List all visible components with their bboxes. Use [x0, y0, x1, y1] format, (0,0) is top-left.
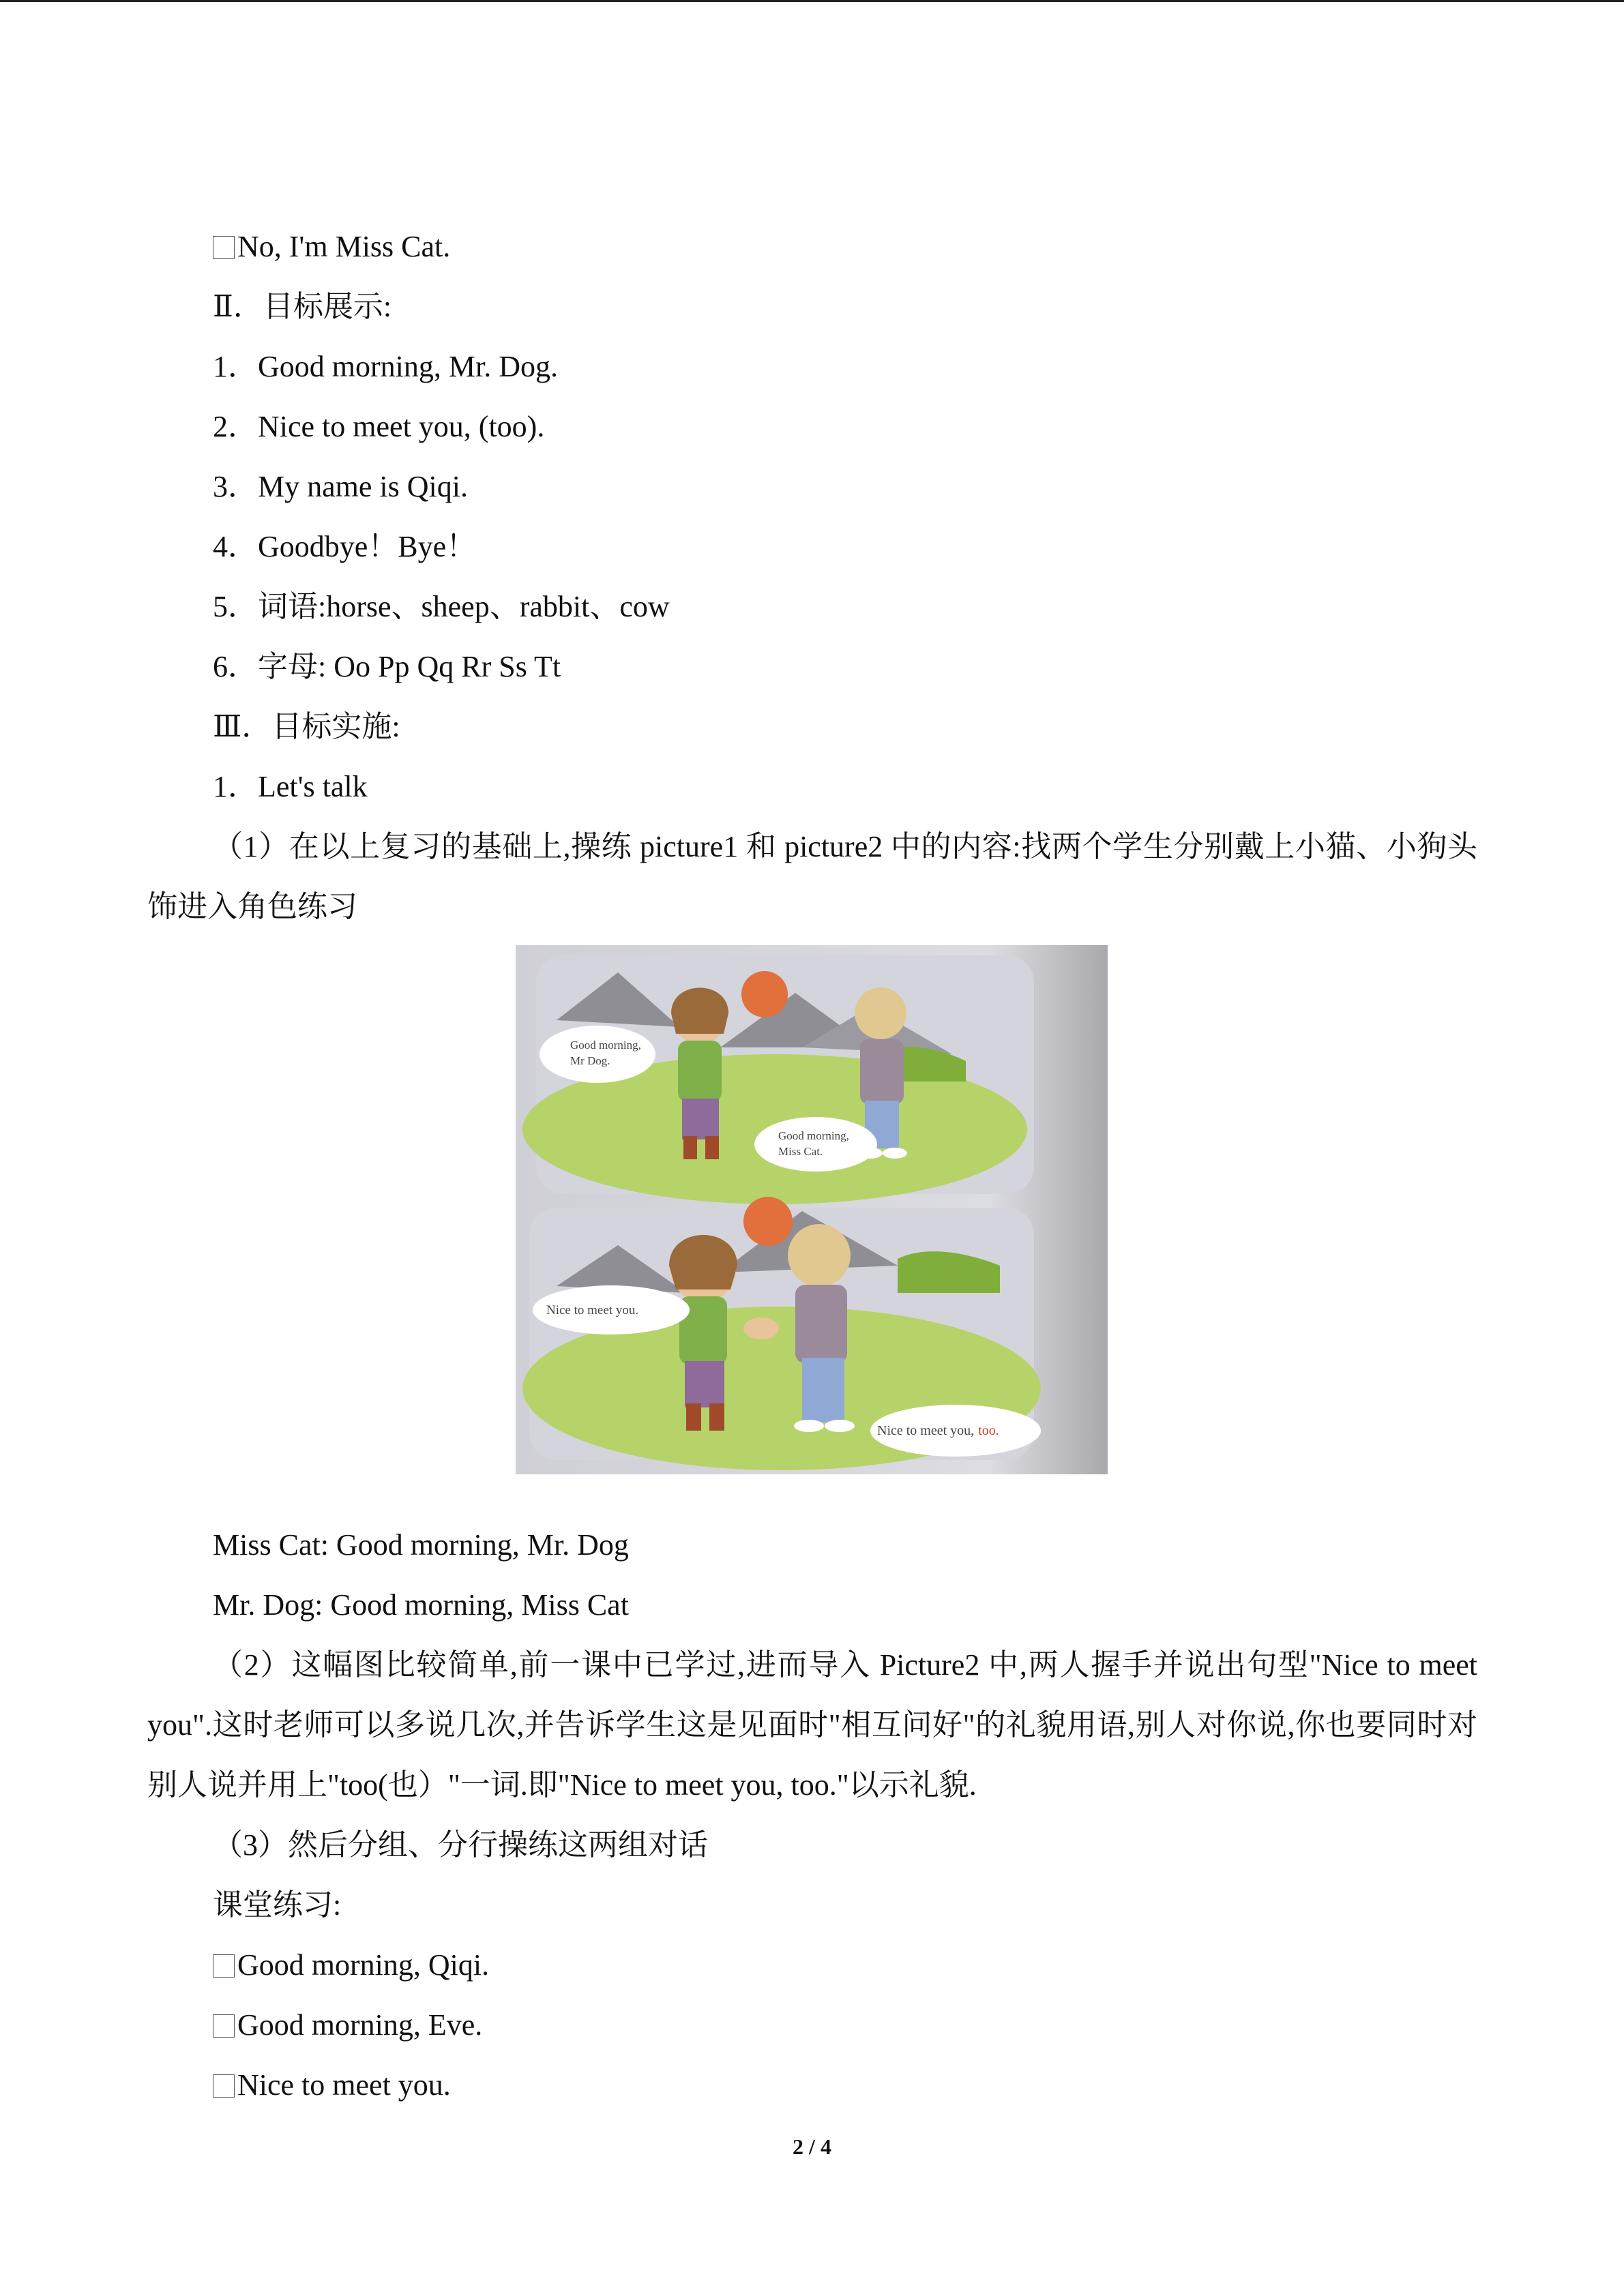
panel-2 [522, 1197, 1041, 1470]
checkbox-icon [213, 1954, 235, 1978]
paragraph-2: （2）这幅图比较简单,前一课中已学过,进而导入 Picture2 中,两人握手并说出句型"Nice to meet you".这时老师可以多说几次,并告诉学生这是见面时"相互问好"的礼貌用语,别人对你说,你也要同时对别人说并用上"too(也）"一词.即"Nice to meet you, too."以示礼貌. [147, 1648, 1477, 1802]
checkbox-icon [213, 2014, 235, 2038]
svg-text:Good morning,: Good morning, [778, 1129, 849, 1142]
exercise-item: Nice to meet you. [147, 2055, 1477, 2115]
page-top-border [0, 0, 1624, 2]
sun-icon [743, 1197, 793, 1246]
page-number: 2 / 4 [793, 2134, 831, 2159]
textbook-illustration [516, 945, 1108, 1474]
section-heading-2: Ⅱ．目标展示: [213, 290, 392, 323]
checkbox-icon [213, 2074, 235, 2098]
svg-text:Nice to meet you,too.: Nice to meet you, too. [877, 1423, 999, 1438]
goal-item-5: 5．词语:horse、sheep、rabbit、cow [213, 590, 670, 623]
goal-item-3: 3．My name is Qiqi. [213, 470, 468, 503]
panel-1 [522, 955, 1034, 1204]
svg-text:Miss Cat.: Miss Cat. [778, 1145, 823, 1158]
svg-text:Mr Dog.: Mr Dog. [570, 1054, 610, 1067]
section-heading-3: Ⅲ．目标实施: [213, 710, 400, 743]
sun-icon [741, 971, 788, 1017]
paragraph-1: （1）在以上复习的基础上,操练 picture1 和 picture2 中的内容:找两个学生分别戴上小猫、小狗头饰进入角色练习 [147, 830, 1477, 923]
speech-bubble [754, 1117, 877, 1172]
goal-item-1: 1．Good morning, Mr. Dog. [213, 350, 558, 383]
goal-item-4: 4．Goodbye！Bye！ [213, 530, 477, 563]
exercise-item: Good morning, Qiqi. [147, 1935, 1477, 1995]
step-heading: 1．Let's talk [213, 770, 368, 803]
svg-text:Good morning,: Good morning, [570, 1039, 641, 1052]
textbook-photo [516, 945, 1108, 1474]
dialog-line-1: Miss Cat: Good morning, Mr. Dog [213, 1528, 629, 1562]
exercise-item: Good morning, Eve. [147, 1995, 1477, 2055]
goal-item-2: 2．Nice to meet you, (too). [213, 410, 545, 443]
dog-character [788, 1224, 851, 1287]
paragraph-3: （3）然后分组、分行操练这两组对话 [213, 1828, 708, 1862]
svg-text:Nice to meet you.: Nice to meet you. [546, 1303, 639, 1317]
dog-character [855, 987, 906, 1039]
exercise-title: 课堂练习: [213, 1888, 342, 1922]
dialog-line-2: Mr. Dog: Good morning, Miss Cat [213, 1588, 629, 1622]
checkbox-icon [213, 236, 235, 259]
document-body [147, 217, 1477, 2115]
answer-line: No, I'm Miss Cat. [147, 217, 1477, 277]
goal-item-6: 6．字母: Oo Pp Qq Rr Ss Tt [213, 650, 561, 683]
